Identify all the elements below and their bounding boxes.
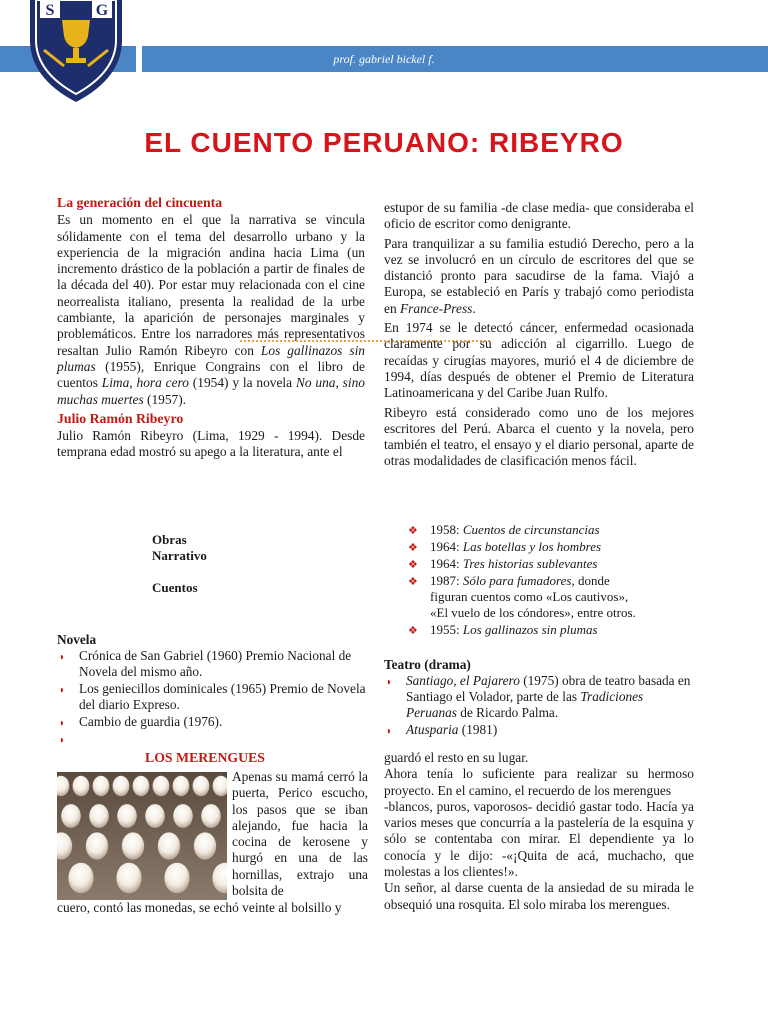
merengue-shape: [93, 776, 110, 796]
bio-paragraph-2: Para tranquilizar a su familia estudió Derecho, pero a la vez se involucró en un círculo de escritores del que se distanció pronto para sacudirse de la fama. Viajó a Europa, se estableció en París y trabajó como periodista en France-Press.: [384, 235, 694, 316]
bullet-icon: ◗: [59, 652, 66, 663]
novela-heading: Novela: [57, 632, 97, 647]
bio-paragraph-3: En 1974 se le detectó cáncer, enfermedad ocasionada claramente por su adicción al cigarrillo. Luego de recaídas y cirugías mayores, murió el 4 de diciembre de 1994, días después de obtener el Premio de Literatura Latinoamericana y del Caribe Juan Rulfo.: [384, 320, 694, 401]
merengue-shape: [173, 804, 193, 828]
bullet-icon: ◗: [59, 718, 66, 729]
left-column: [57, 195, 365, 464]
merengues-story-right: [384, 750, 694, 913]
merengue-shape: [164, 863, 189, 894]
obras-labels: [152, 532, 272, 596]
story-line: -blancos, puros, vaporosos- decidió gastar todo. Hacía ya varios meses que concurría a la pastelería de la esquina y sólo se contentaba con mirar. El dependiente ya lo conocía y le dijo: -«¡Quita de acá, muchacho, que molestas a los clientes!».: [384, 798, 694, 880]
merengues-photo: [57, 772, 227, 900]
list-item: ◗ Santiago, el Pajarero (1975) obra de teatro basada en Santiago el Volador, parte de las Tradiciones Peruanas de Ricardo Palma.: [386, 673, 691, 720]
cuentos-list: [406, 522, 638, 638]
bullet-icon: ◗: [59, 735, 66, 746]
teatro-list: [384, 673, 696, 738]
narrativo-label: Narrativo: [152, 548, 207, 563]
merengue-shape: [173, 776, 190, 796]
merengue-shape: [116, 863, 141, 894]
list-item: ❖ 1955: Los gallinazos sin plumas: [408, 622, 598, 637]
list-item: ❖ 1964: Las botellas y los hombres: [408, 539, 602, 554]
list-item: ◗ Crónica de San Gabriel (1960) Premio Nacional de Novela del mismo año.: [59, 648, 352, 679]
merengue-shape: [153, 776, 170, 796]
bio-paragraph-4: Ribeyro está considerado como uno de los mejores escritores del Perú. Abarca el cuento y la novela, pero también el teatro, el ensayo y el diario personal, aparte de otras modalidades de clasificación menos fácil.: [384, 404, 694, 469]
story-line: Un señor, al darse cuenta de la ansiedad de su mirada le obsequió una rosquita. El solo miraba los merengues.: [384, 880, 694, 912]
merengue-shape: [194, 832, 216, 859]
cuentos-label: Cuentos: [152, 580, 198, 595]
novela-list: [57, 648, 367, 747]
ribeyro-paragraph: Julio Ramón Ribeyro (Lima, 1929 - 1994). Desde temprana edad mostró su apego a la literatura, ante el: [57, 428, 365, 460]
list-item: ❖ 1964: Tres historias sublevantes: [408, 556, 598, 571]
diamond-bullet-icon: ❖: [408, 542, 418, 554]
merengues-text-side: Apenas su mamá cerró la puerta, Perico escucho, los pasos que se iban alejando, fue hacia la cocina de kerosene y hurgó en una de las hornillas, extrajo una bolsita de: [232, 769, 368, 899]
bio-paragraph-1: estupor de su familia -de clase media- que consideraba el oficio de escritor como denigrante.: [384, 200, 694, 232]
list-item: ❖ 1987: Sólo para fumadores, donde figuran cuentos como «Los cautivos», «El vuelo de los cóndores», entre otros.: [408, 573, 636, 620]
list-item: ◗ Atusparia (1981): [384, 722, 696, 738]
merengue-shape: [86, 832, 108, 859]
novela-section: [57, 632, 367, 748]
diamond-bullet-icon: ❖: [408, 559, 418, 571]
generacion-heading: La generación del cincuenta: [57, 195, 223, 210]
merengue-shape: [145, 804, 165, 828]
bullet-icon: ◗: [59, 685, 66, 696]
teatro-heading: Teatro (drama): [384, 657, 471, 672]
list-item: ◗ Los geniecillos dominicales (1965) Premio de Novela del diario Expreso.: [59, 681, 366, 712]
merengue-shape: [133, 776, 150, 796]
author-name: prof. gabriel bickel f.: [333, 52, 435, 66]
merengue-shape: [158, 832, 180, 859]
merengue-shape: [201, 804, 221, 828]
merengues-heading: LOS MERENGUES: [145, 750, 265, 765]
merengue-shape: [113, 776, 130, 796]
list-item: ◗ Cambio de guardia (1976).: [57, 714, 367, 730]
merengue-shape: [117, 804, 137, 828]
story-line: guardó el resto en su lugar.: [384, 750, 529, 765]
merengues-text-tail: cuero, contó las monedas, se echó veinte al bolsillo y: [57, 900, 342, 915]
diamond-bullet-icon: ❖: [408, 625, 418, 637]
merengue-shape: [89, 804, 109, 828]
bullet-icon: ◗: [386, 677, 393, 688]
crest-letter-g: G: [95, 2, 109, 19]
right-column: [384, 200, 694, 473]
ribeyro-heading: Julio Ramón Ribeyro: [57, 410, 184, 426]
teatro-section: [384, 657, 696, 739]
generacion-paragraph: Es un momento en el que la narrativa se vincula sólidamente con el tema del desarrollo urbano y la experiencia de la migración andina hacia Lima (un incremento drástico de la población a partir de finales de la década del 40). Por estar muy relacionada con el cine neorrealista italiano, presenta la realidad de la urbe cambiante, la aparición de personajes marginales y problemáticos. Entre los narradores más representativos resaltan Julio Ramón Ribeyro con Los gallinazos sin plumas (1955), Enrique Congrains con el libro de cuentos Lima, hora cero (1954) y la novela No una, sino muchas muertes (1957).: [57, 212, 365, 407]
diamond-bullet-icon: ❖: [408, 525, 418, 537]
page-title: EL CUENTO PERUANO: RIBEYRO: [144, 127, 624, 158]
obras-label: Obras: [152, 532, 187, 547]
school-crest-logo: [16, 0, 136, 104]
merengue-shape: [122, 832, 144, 859]
merengue-shape: [61, 804, 81, 828]
cuentos-section: [406, 522, 638, 639]
merengue-shape: [193, 776, 210, 796]
bullet-icon: ◗: [386, 726, 393, 737]
list-item: ❖ 1958: Cuentos de circunstancias: [408, 522, 600, 537]
merengue-shape: [73, 776, 90, 796]
story-line: Ahora tenía lo suficiente para realizar su hermoso proyecto. En el camino, el recuerdo de los merengues: [384, 766, 694, 798]
crest-letter-s: S: [45, 2, 55, 19]
list-item: [57, 731, 367, 747]
diamond-bullet-icon: ❖: [408, 576, 418, 588]
merengue-shape: [68, 863, 93, 894]
